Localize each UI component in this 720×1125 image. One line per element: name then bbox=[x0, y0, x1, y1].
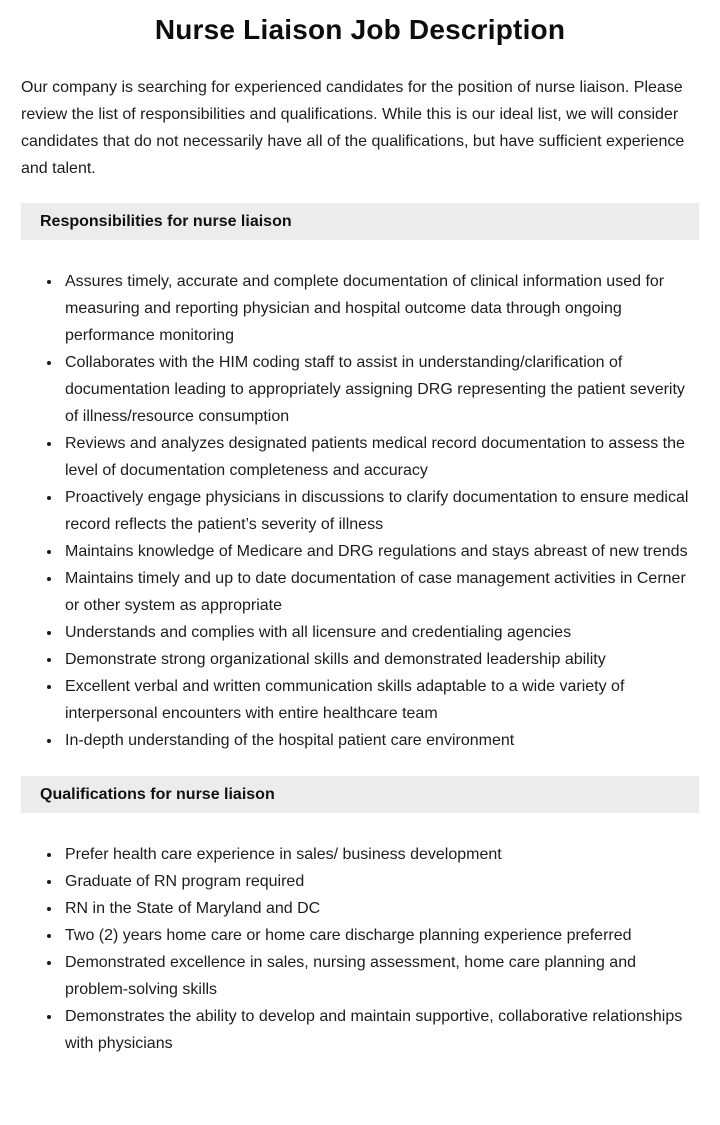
qualifications-section bbox=[21, 776, 699, 1057]
qualifications-header-bar bbox=[21, 776, 699, 813]
list-item: • Understands and complies with all licensure and credentialing agencies bbox=[62, 619, 699, 646]
list-item: • Demonstrated excellence in sales, nursing assessment, home care planning and problem-solving skills bbox=[62, 949, 699, 1003]
responsibilities-header-bar bbox=[21, 203, 699, 240]
list-item: • Two (2) years home care or home care discharge planning experience preferred bbox=[62, 922, 699, 949]
list-item: • Collaborates with the HIM coding staff to assist in understanding/clarification of documentation leading to appropriately assigning DRG representing the patient severity of illness/resource consumption bbox=[62, 349, 699, 430]
list-item: • Maintains timely and up to date documentation of case management activities in Cerner or other system as appropriate bbox=[62, 565, 699, 619]
qualifications-list bbox=[21, 841, 699, 1057]
list-item: • Maintains knowledge of Medicare and DRG regulations and stays abreast of new trends bbox=[62, 538, 699, 565]
responsibilities-heading: Responsibilities for nurse liaison bbox=[40, 213, 292, 230]
list-item: • Assures timely, accurate and complete documentation of clinical information used for measuring and reporting physician and hospital outcome data through ongoing performance monitoring bbox=[62, 268, 699, 349]
responsibilities-list bbox=[21, 268, 699, 754]
job-description-page bbox=[21, 14, 699, 1057]
list-item: • Excellent verbal and written communication skills adaptable to a wide variety of interpersonal encounters with entire healthcare team bbox=[62, 673, 699, 727]
list-item: • Proactively engage physicians in discussions to clarify documentation to ensure medical record reflects the patient’s severity of illness bbox=[62, 484, 699, 538]
qualifications-heading: Qualifications for nurse liaison bbox=[40, 786, 275, 803]
list-item: • In-depth understanding of the hospital patient care environment bbox=[62, 727, 699, 754]
intro-paragraph: Our company is searching for experienced candidates for the position of nurse liaison. Please review the list of responsibilities and qualifications. While this is our ideal list, we will consider candidates that do not necessarily have all of the qualifications, but have sufficient experience and talent. bbox=[21, 79, 685, 177]
list-item: • Reviews and analyzes designated patients medical record documentation to assess the level of documentation completeness and accuracy bbox=[62, 430, 699, 484]
list-item: • RN in the State of Maryland and DC bbox=[62, 895, 699, 922]
list-item: • Demonstrates the ability to develop and maintain supportive, collaborative relationships with physicians bbox=[62, 1003, 699, 1057]
page-title: Nurse Liaison Job Description bbox=[154, 14, 566, 45]
list-item: • Prefer health care experience in sales/ business development bbox=[62, 841, 699, 868]
responsibilities-section bbox=[21, 203, 699, 754]
list-item: • Graduate of RN program required bbox=[62, 868, 699, 895]
list-item: • Demonstrate strong organizational skills and demonstrated leadership ability bbox=[62, 646, 699, 673]
